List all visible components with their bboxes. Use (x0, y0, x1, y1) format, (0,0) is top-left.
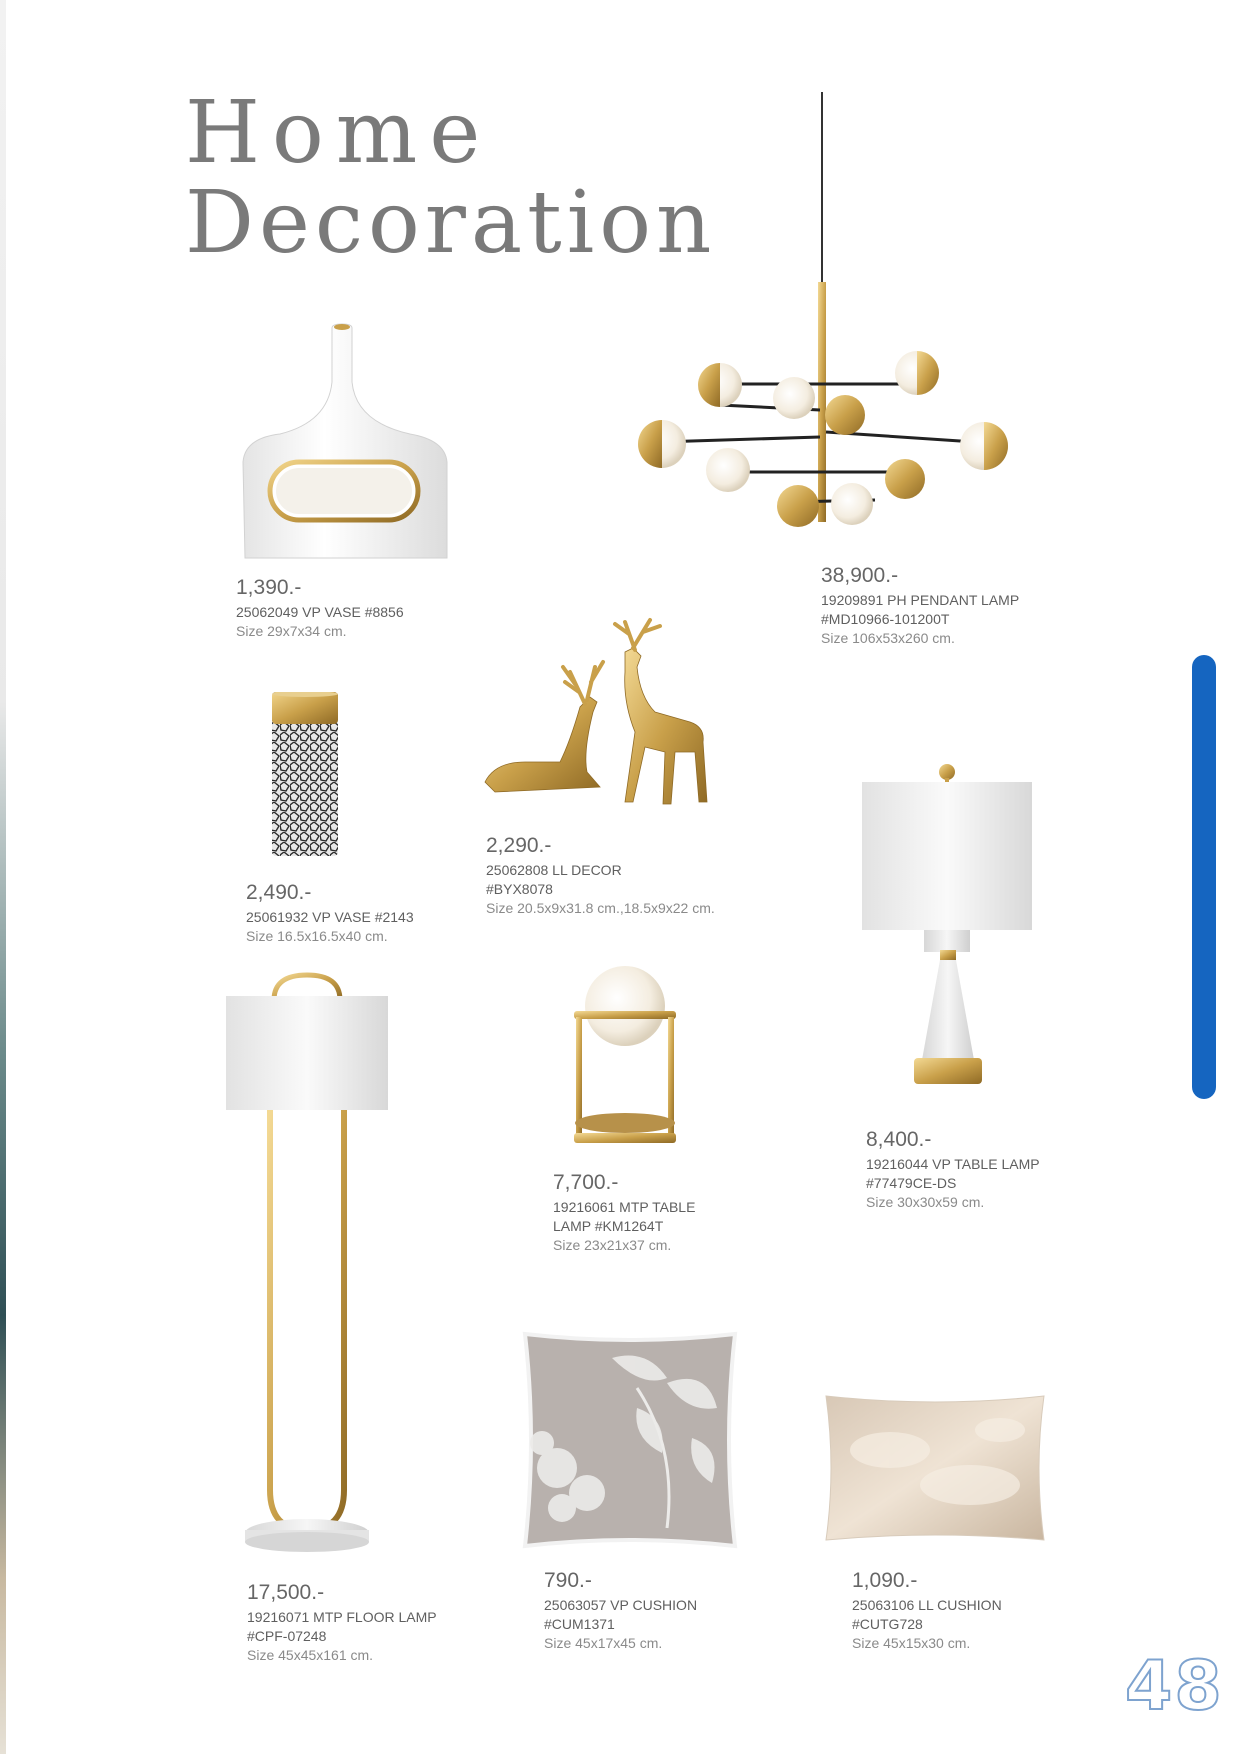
product-name: 19216061 MTP TABLE (553, 1199, 696, 1215)
vp-cushion-caption (544, 1568, 697, 1653)
product-name: 19216044 VP TABLE LAMP (866, 1156, 1040, 1172)
product-price: 2,490.- (246, 881, 312, 904)
ll-cushion-caption (852, 1568, 1002, 1653)
product-price: 17,500.- (247, 1581, 325, 1604)
floor-lamp-caption (247, 1580, 437, 1665)
product-price: 38,900.- (821, 564, 899, 587)
product-code: #CPF-07248 (247, 1628, 327, 1644)
product-size: Size 23x21x37 cm. (553, 1237, 672, 1253)
product-price: 8,400.- (866, 1128, 932, 1151)
product-size: Size 45x17x45 cm. (544, 1635, 663, 1651)
title-line-1: Home (185, 83, 493, 183)
product-name: 25062808 LL DECOR (486, 862, 622, 878)
deer-decor-image (475, 612, 715, 812)
floor-lamp-image (222, 970, 392, 1555)
mtp-table-lamp-caption (553, 1170, 695, 1255)
mtp-table-lamp-image (570, 963, 680, 1153)
product-size: Size 106x53x260 cm. (821, 630, 955, 646)
product-price: 790.- (544, 1569, 592, 1592)
vp-cushion-image (517, 1328, 742, 1553)
ll-cushion-image (820, 1390, 1050, 1550)
product-size: Size 16.5x16.5x40 cm. (246, 928, 388, 944)
product-name: 19216071 MTP FLOOR LAMP (247, 1609, 437, 1625)
product-size: Size 30x30x59 cm. (866, 1194, 985, 1210)
product-code: #CUM1371 (544, 1616, 615, 1632)
product-code: #MD10966-101200T (821, 611, 950, 627)
product-price: 2,290.- (486, 834, 552, 857)
product-name: 25063106 LL CUSHION (852, 1597, 1002, 1613)
section-tab-bar (1192, 655, 1216, 1099)
product-code: #77479CE-DS (866, 1175, 957, 1191)
vase-8856-image (240, 322, 455, 562)
vase-8856-caption (236, 575, 404, 641)
product-code: #BYX8078 (486, 881, 553, 897)
deer-decor-caption (486, 833, 715, 918)
product-name: 25063057 VP CUSHION (544, 1597, 698, 1613)
pendant-lamp-caption (821, 563, 1019, 648)
product-price: 7,700.- (553, 1171, 619, 1194)
title-line-2: Decoration (185, 173, 717, 273)
product-size: Size 45x45x161 cm. (247, 1647, 374, 1663)
page-edge-strip (0, 0, 6, 1754)
vase-2143-caption (246, 880, 414, 946)
product-price: 1,390.- (236, 576, 302, 599)
vase-2143-image (270, 692, 340, 856)
product-name: 25061932 VP VASE #2143 (246, 909, 414, 925)
product-size: Size 45x15x30 cm. (852, 1635, 971, 1651)
page-number: 48 (1125, 1647, 1224, 1726)
pendant-lamp-image (620, 92, 1020, 537)
product-name: 19209891 PH PENDANT LAMP (821, 592, 1020, 608)
product-price: 1,090.- (852, 1569, 918, 1592)
product-name-cont: LAMP #KM1264T (553, 1218, 664, 1234)
product-name: 25062049 VP VASE #8856 (236, 604, 404, 620)
product-size: Size 29x7x34 cm. (236, 623, 347, 639)
product-size: Size 20.5x9x31.8 cm.,18.5x9x22 cm. (486, 900, 715, 916)
vp-table-lamp-image (860, 762, 1035, 1092)
product-code: #CUTG728 (852, 1616, 923, 1632)
vp-table-lamp-caption (866, 1127, 1040, 1212)
